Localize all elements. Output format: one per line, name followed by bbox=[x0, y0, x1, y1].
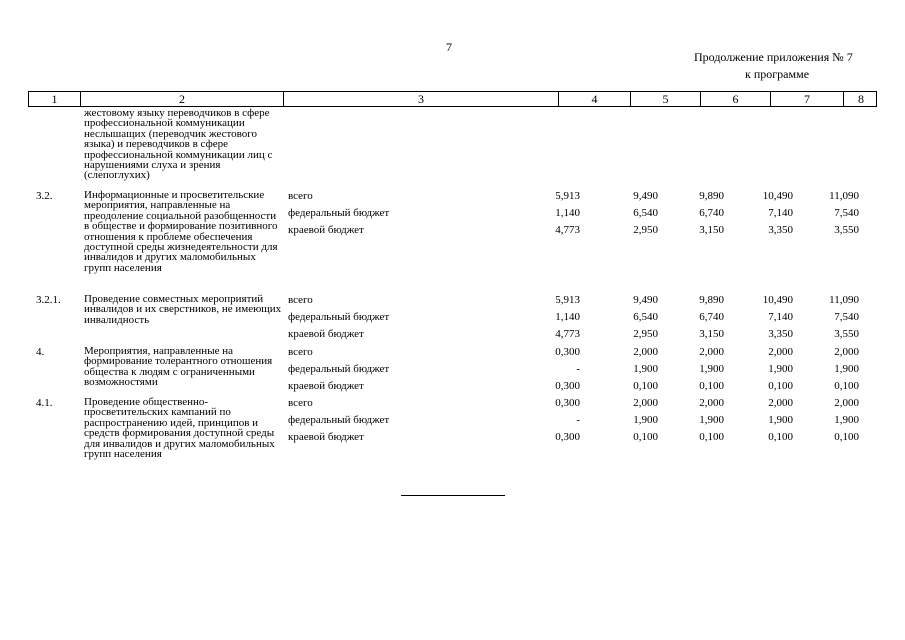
value-cell: 6,540 bbox=[633, 311, 658, 323]
section-4-1 bbox=[28, 397, 877, 467]
value-cell: 9,890 bbox=[699, 294, 724, 306]
value-cell: 6,740 bbox=[699, 207, 724, 219]
appendix-header-line2: к программе bbox=[745, 67, 810, 81]
value-cell: 3,150 bbox=[699, 328, 724, 340]
value-cell: 2,000 bbox=[834, 397, 859, 409]
section-name: Проведение совместных мероприятий инвалидов и их сверстников, не имеющих инвалидность bbox=[84, 293, 282, 326]
value-cell: 7,540 bbox=[834, 207, 859, 219]
column-header-3: 3 bbox=[284, 92, 559, 106]
value-cell: 9,490 bbox=[633, 294, 658, 306]
value-cell: 0,300 bbox=[555, 380, 580, 392]
value-cell: 11,090 bbox=[829, 294, 859, 306]
continuation-text: жестовому языку переводчиков в сфере профессиональной коммуникации неслышащих (переводчик жестового языка) и переводчиков в сфере профессиональной коммуникации лиц с нарушениями слуха и зрения (слепоглухих) bbox=[84, 107, 273, 182]
value-cell: 1,900 bbox=[633, 414, 658, 426]
value-cell: 0,100 bbox=[768, 431, 793, 443]
row-source: федеральный бюджет bbox=[288, 363, 390, 375]
column-header-5: 5 bbox=[631, 92, 701, 106]
section-name: Проведение общественно-просветительских кампаний по распространению идей, принципов и средств формирования доступной среды для инвалидов и других маломобильных групп населения bbox=[84, 396, 275, 461]
value-cell: 1,900 bbox=[768, 414, 793, 426]
section-4 bbox=[28, 346, 877, 396]
value-cell: 5,913 bbox=[555, 190, 580, 202]
row-source: федеральный бюджет bbox=[288, 207, 390, 219]
value-cell: 1,900 bbox=[834, 414, 859, 426]
page-number: 7 bbox=[446, 40, 452, 54]
value-cell: 6,540 bbox=[633, 207, 658, 219]
row-source: федеральный бюджет bbox=[288, 414, 390, 426]
value-cell: 0,100 bbox=[699, 380, 724, 392]
value-cell: 0,300 bbox=[555, 431, 580, 443]
row-source: всего bbox=[288, 346, 313, 358]
value-cell: 3,350 bbox=[768, 224, 793, 236]
column-header-4: 4 bbox=[559, 92, 631, 106]
value-cell: 0,100 bbox=[768, 380, 793, 392]
row-source: краевой бюджет bbox=[288, 328, 364, 340]
value-cell: 7,140 bbox=[768, 207, 793, 219]
value-cell: 5,913 bbox=[555, 294, 580, 306]
value-cell: 4,773 bbox=[555, 224, 580, 236]
value-cell: 2,000 bbox=[699, 397, 724, 409]
value-cell: 3,150 bbox=[699, 224, 724, 236]
section-number: 3.2.1. bbox=[36, 294, 61, 306]
section-number: 4.1. bbox=[36, 397, 53, 409]
value-cell: - bbox=[576, 363, 580, 375]
value-cell: 0,300 bbox=[555, 346, 580, 358]
section-3-2 bbox=[28, 190, 877, 290]
value-cell: 2,000 bbox=[633, 397, 658, 409]
row-source: всего bbox=[288, 190, 313, 202]
value-cell: 7,140 bbox=[768, 311, 793, 323]
value-cell: 0,300 bbox=[555, 397, 580, 409]
value-cell: 1,140 bbox=[555, 311, 580, 323]
column-header-7: 7 bbox=[771, 92, 844, 106]
row-source: федеральный бюджет bbox=[288, 311, 390, 323]
value-cell: 2,000 bbox=[768, 346, 793, 358]
table-column-header bbox=[28, 91, 877, 107]
column-header-1: 1 bbox=[29, 92, 81, 106]
section-number: 3.2. bbox=[36, 190, 53, 202]
value-cell: 1,900 bbox=[633, 363, 658, 375]
value-cell: 2,000 bbox=[633, 346, 658, 358]
value-cell: 2,000 bbox=[834, 346, 859, 358]
value-cell: - bbox=[576, 414, 580, 426]
value-cell: 3,550 bbox=[834, 224, 859, 236]
value-cell: 3,550 bbox=[834, 328, 859, 340]
value-cell: 9,490 bbox=[633, 190, 658, 202]
value-cell: 2,950 bbox=[633, 328, 658, 340]
value-cell: 1,140 bbox=[555, 207, 580, 219]
value-cell: 10,490 bbox=[762, 294, 793, 306]
section-name: Информационные и просветительские мероприятия, направленные на преодоление социальной разобщенности в обществе и формирование позитивного отношения к проблеме обеспечения доступной среды жизнедеятельности для инвалидов и других маломобильных групп населения bbox=[84, 189, 278, 274]
column-header-6: 6 bbox=[701, 92, 771, 106]
footer-divider bbox=[401, 495, 505, 496]
value-cell: 1,900 bbox=[768, 363, 793, 375]
value-cell: 0,100 bbox=[699, 431, 724, 443]
value-cell: 2,950 bbox=[633, 224, 658, 236]
section-name: Мероприятия, направленные на формирование толерантного отношения общества к людям с ограниченными возможностями bbox=[84, 345, 273, 389]
section-number: 4. bbox=[36, 346, 45, 358]
value-cell: 11,090 bbox=[829, 190, 859, 202]
row-source: краевой бюджет bbox=[288, 380, 364, 392]
value-cell: 0,100 bbox=[834, 431, 859, 443]
value-cell: 3,350 bbox=[768, 328, 793, 340]
value-cell: 7,540 bbox=[834, 311, 859, 323]
value-cell: 1,900 bbox=[699, 363, 724, 375]
value-cell: 1,900 bbox=[699, 414, 724, 426]
row-source: всего bbox=[288, 397, 313, 409]
value-cell: 0,100 bbox=[633, 380, 658, 392]
column-header-8: 8 bbox=[858, 92, 864, 106]
row-source: краевой бюджет bbox=[288, 224, 364, 236]
row-source: всего bbox=[288, 294, 313, 306]
value-cell: 9,890 bbox=[699, 190, 724, 202]
value-cell: 2,000 bbox=[768, 397, 793, 409]
row-source: краевой бюджет bbox=[288, 431, 364, 443]
value-cell: 2,000 bbox=[699, 346, 724, 358]
value-cell: 0,100 bbox=[633, 431, 658, 443]
value-cell: 0,100 bbox=[834, 380, 859, 392]
value-cell: 1,900 bbox=[834, 363, 859, 375]
section-3-2-1 bbox=[28, 294, 877, 344]
appendix-header-line1: Продолжение приложения № 7 bbox=[694, 50, 853, 64]
value-cell: 4,773 bbox=[555, 328, 580, 340]
column-header-2: 2 bbox=[81, 92, 284, 106]
value-cell: 10,490 bbox=[762, 190, 793, 202]
value-cell: 6,740 bbox=[699, 311, 724, 323]
